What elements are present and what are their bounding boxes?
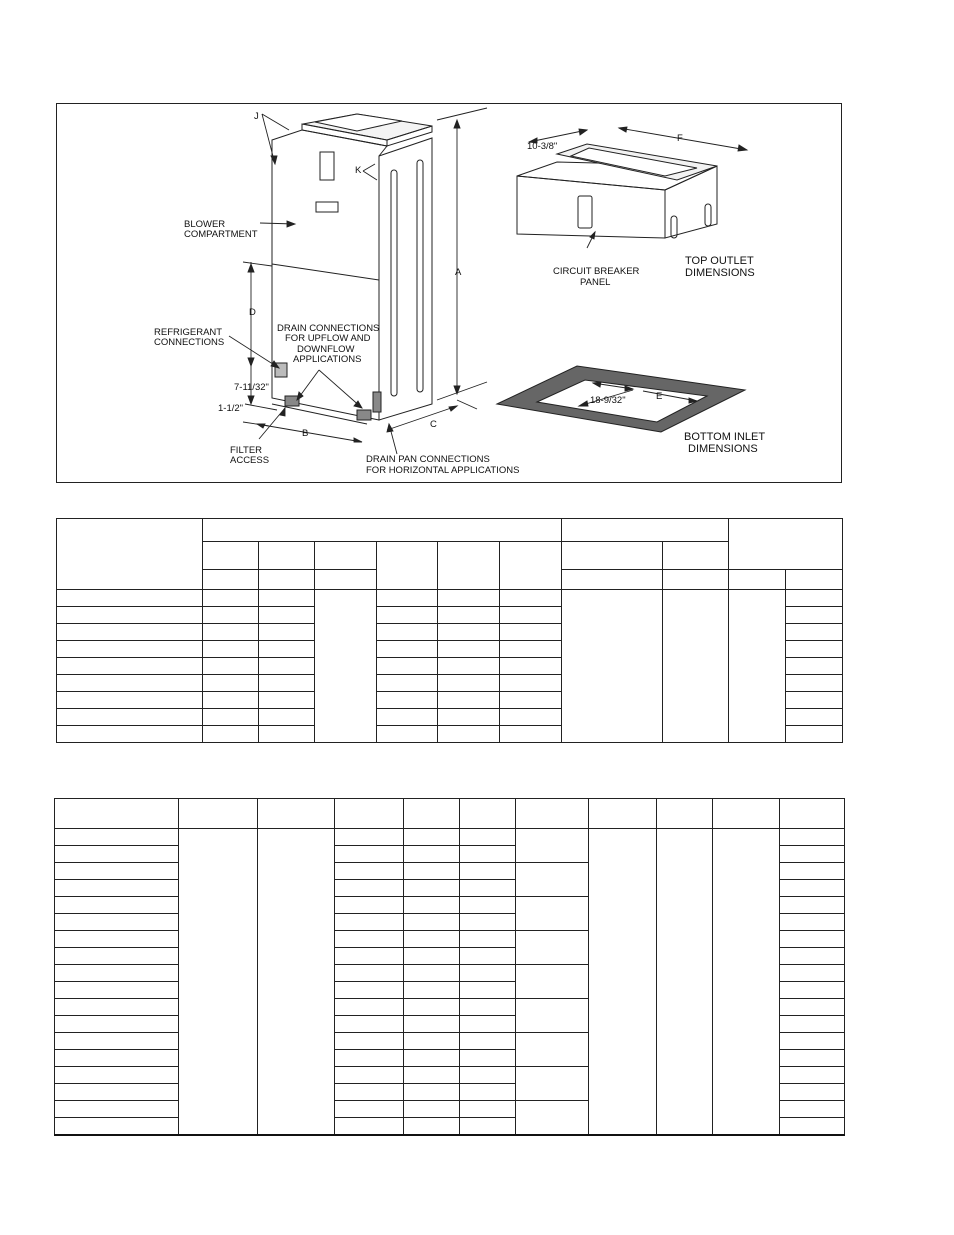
table-cell bbox=[404, 1101, 460, 1118]
table-cell bbox=[516, 1067, 589, 1101]
table-cell bbox=[377, 607, 438, 624]
table-cell bbox=[500, 607, 562, 624]
table-cell bbox=[500, 726, 562, 743]
table-cell bbox=[259, 675, 315, 692]
table-cell bbox=[780, 829, 845, 846]
table-cell bbox=[377, 542, 438, 590]
table-cell bbox=[516, 999, 589, 1033]
table-cell bbox=[780, 914, 845, 931]
table-cell bbox=[57, 692, 203, 709]
label-bottom-inlet-1: BOTTOM INLET bbox=[684, 431, 766, 443]
table-cell bbox=[404, 1084, 460, 1101]
table-cell bbox=[259, 709, 315, 726]
table-cell bbox=[786, 692, 843, 709]
table-cell bbox=[404, 948, 460, 965]
label-d: D bbox=[249, 307, 256, 318]
table-cell bbox=[786, 590, 843, 607]
table-cell bbox=[335, 1050, 404, 1067]
table-cell bbox=[657, 829, 713, 1135]
table-cell bbox=[500, 590, 562, 607]
table-cell bbox=[663, 590, 729, 743]
dimension-figure bbox=[56, 103, 842, 483]
table-cell bbox=[460, 931, 516, 948]
table-cell bbox=[377, 641, 438, 658]
table-cell bbox=[335, 846, 404, 863]
table-cell bbox=[500, 641, 562, 658]
table-cell bbox=[258, 799, 335, 829]
table-row bbox=[55, 829, 845, 846]
table-cell bbox=[562, 590, 663, 743]
table-cell bbox=[562, 542, 663, 570]
label-f: F bbox=[677, 133, 683, 144]
table-row bbox=[55, 799, 845, 829]
table-cell bbox=[315, 590, 377, 743]
table-cell bbox=[460, 965, 516, 982]
table-cell bbox=[780, 931, 845, 948]
table-cell bbox=[259, 658, 315, 675]
table-cell bbox=[589, 799, 657, 829]
table-cell bbox=[404, 863, 460, 880]
table-cell bbox=[55, 1118, 179, 1135]
table-cell bbox=[335, 914, 404, 931]
label-k: K bbox=[355, 165, 362, 176]
table-cell bbox=[460, 982, 516, 999]
table-cell bbox=[780, 863, 845, 880]
table-cell bbox=[500, 542, 562, 590]
table-cell bbox=[460, 948, 516, 965]
table-cell bbox=[460, 1084, 516, 1101]
table-cell bbox=[404, 1016, 460, 1033]
table-cell bbox=[516, 897, 589, 931]
table-cell bbox=[335, 1101, 404, 1118]
table-cell bbox=[438, 542, 500, 590]
table-cell bbox=[780, 1118, 845, 1135]
table-cell bbox=[786, 726, 843, 743]
table-cell bbox=[404, 829, 460, 846]
table-cell bbox=[786, 709, 843, 726]
table-cell bbox=[55, 1050, 179, 1067]
table-cell bbox=[500, 658, 562, 675]
table-cell bbox=[377, 709, 438, 726]
dimensions-table bbox=[56, 518, 843, 743]
table-cell bbox=[55, 1101, 179, 1118]
label-drain-2: FOR UPFLOW AND bbox=[285, 333, 371, 344]
table-cell bbox=[460, 799, 516, 829]
table-cell bbox=[729, 519, 843, 570]
table-cell bbox=[335, 880, 404, 897]
table-cell bbox=[55, 965, 179, 982]
table-cell bbox=[404, 914, 460, 931]
table-cell bbox=[335, 1084, 404, 1101]
table-cell bbox=[203, 641, 259, 658]
table-cell bbox=[55, 931, 179, 948]
table-cell bbox=[460, 914, 516, 931]
table-cell bbox=[500, 675, 562, 692]
table-cell bbox=[335, 1067, 404, 1084]
table-cell bbox=[55, 1033, 179, 1050]
specifications-table bbox=[54, 798, 845, 1136]
table-cell bbox=[460, 846, 516, 863]
table-cell bbox=[404, 1033, 460, 1050]
table-cell bbox=[438, 658, 500, 675]
label-a: A bbox=[455, 267, 462, 278]
table-cell bbox=[335, 863, 404, 880]
table-cell bbox=[460, 1101, 516, 1118]
table-cell bbox=[335, 1033, 404, 1050]
table-cell bbox=[57, 519, 203, 590]
table-cell bbox=[259, 641, 315, 658]
table-cell bbox=[780, 982, 845, 999]
cabinet-dimension-lines bbox=[229, 108, 487, 454]
table-cell bbox=[335, 829, 404, 846]
table-cell bbox=[55, 999, 179, 1016]
label-1-1-2: 1-1/2" bbox=[218, 403, 244, 414]
table-cell bbox=[377, 590, 438, 607]
label-bottom-inlet-2: DIMENSIONS bbox=[688, 443, 758, 455]
table-cell bbox=[780, 965, 845, 982]
label-refrigerant-1: REFRIGERANT bbox=[154, 327, 223, 338]
top-outlet-drawing bbox=[517, 144, 717, 238]
table-cell bbox=[780, 1084, 845, 1101]
table-cell bbox=[377, 624, 438, 641]
table-cell bbox=[780, 897, 845, 914]
label-filter-2: ACCESS bbox=[230, 455, 270, 466]
table-cell bbox=[203, 519, 562, 542]
table-cell bbox=[438, 709, 500, 726]
table-cell bbox=[780, 1067, 845, 1084]
table-cell bbox=[335, 799, 404, 829]
table-cell bbox=[55, 982, 179, 999]
table-cell bbox=[438, 641, 500, 658]
table-cell bbox=[377, 692, 438, 709]
table-cell bbox=[780, 880, 845, 897]
table-cell bbox=[404, 1067, 460, 1084]
table-cell bbox=[55, 829, 179, 846]
label-breaker-2: PANEL bbox=[580, 277, 611, 288]
air-handler-cabinet bbox=[272, 114, 432, 424]
label-j: J bbox=[254, 111, 259, 122]
table-cell bbox=[55, 863, 179, 880]
table-cell bbox=[259, 692, 315, 709]
table-cell bbox=[516, 1033, 589, 1067]
table-cell bbox=[335, 982, 404, 999]
table-cell bbox=[404, 1118, 460, 1135]
table-cell bbox=[57, 590, 203, 607]
table-cell bbox=[335, 948, 404, 965]
table-cell bbox=[57, 675, 203, 692]
table-cell bbox=[55, 799, 179, 829]
table-row bbox=[57, 590, 843, 607]
table-cell bbox=[516, 965, 589, 999]
table-cell bbox=[786, 658, 843, 675]
table-cell bbox=[460, 1016, 516, 1033]
table-cell bbox=[377, 675, 438, 692]
table-cell bbox=[55, 846, 179, 863]
dimension-drawing bbox=[57, 104, 843, 484]
table-cell bbox=[500, 692, 562, 709]
table-cell bbox=[203, 726, 259, 743]
table-cell bbox=[786, 675, 843, 692]
table-cell bbox=[335, 965, 404, 982]
label-refrigerant-2: CONNECTIONS bbox=[154, 337, 225, 348]
table-cell bbox=[203, 590, 259, 607]
table-cell bbox=[460, 1050, 516, 1067]
label-drain-4: APPLICATIONS bbox=[293, 354, 362, 365]
table-cell bbox=[203, 658, 259, 675]
table-cell bbox=[404, 965, 460, 982]
table-cell bbox=[57, 607, 203, 624]
label-blower-1: BLOWER bbox=[184, 219, 226, 230]
table-cell bbox=[500, 624, 562, 641]
table-cell bbox=[404, 982, 460, 999]
table-cell bbox=[516, 931, 589, 965]
table-cell bbox=[259, 590, 315, 607]
table-cell bbox=[377, 658, 438, 675]
table-cell bbox=[786, 570, 843, 590]
table-cell bbox=[516, 799, 589, 829]
table-cell bbox=[55, 1067, 179, 1084]
label-drain-3: DOWNFLOW bbox=[297, 344, 355, 355]
table-cell bbox=[460, 999, 516, 1016]
table-cell bbox=[657, 799, 713, 829]
table-cell bbox=[786, 641, 843, 658]
label-filter-1: FILTER bbox=[230, 445, 263, 456]
label-18-9-32: 18-9/32" bbox=[590, 395, 626, 406]
table-row bbox=[57, 519, 843, 542]
table-cell bbox=[55, 914, 179, 931]
table-cell bbox=[315, 570, 377, 590]
table-cell bbox=[786, 624, 843, 641]
table-cell bbox=[404, 799, 460, 829]
table-cell bbox=[258, 829, 335, 1135]
table-cell bbox=[203, 692, 259, 709]
table-cell bbox=[404, 999, 460, 1016]
table-cell bbox=[780, 1033, 845, 1050]
label-top-outlet-1: TOP OUTLET bbox=[685, 255, 754, 267]
table-cell bbox=[460, 1067, 516, 1084]
table-cell bbox=[460, 863, 516, 880]
table-cell bbox=[57, 641, 203, 658]
table-cell bbox=[780, 846, 845, 863]
table-cell bbox=[259, 607, 315, 624]
label-7-11-32: 7-11/32" bbox=[234, 382, 269, 393]
label-drain-1: DRAIN CONNECTIONS bbox=[277, 323, 380, 334]
table-cell bbox=[460, 880, 516, 897]
table-cell bbox=[335, 1016, 404, 1033]
table-cell bbox=[203, 542, 259, 570]
table-cell bbox=[55, 1016, 179, 1033]
table-cell bbox=[780, 1016, 845, 1033]
table-cell bbox=[713, 799, 780, 829]
table-cell bbox=[404, 880, 460, 897]
label-c: C bbox=[430, 419, 437, 430]
table-cell bbox=[203, 570, 259, 590]
table-cell bbox=[780, 999, 845, 1016]
table-cell bbox=[438, 726, 500, 743]
table-cell bbox=[438, 590, 500, 607]
table-cell bbox=[460, 1033, 516, 1050]
table-cell bbox=[203, 607, 259, 624]
table-cell bbox=[203, 675, 259, 692]
table-cell bbox=[57, 658, 203, 675]
table-cell bbox=[259, 726, 315, 743]
label-blower-2: COMPARTMENT bbox=[184, 229, 258, 240]
table-cell bbox=[786, 607, 843, 624]
table-cell bbox=[259, 542, 315, 570]
table-cell bbox=[780, 948, 845, 965]
table-cell bbox=[729, 570, 786, 590]
table-cell bbox=[438, 692, 500, 709]
table-cell bbox=[57, 726, 203, 743]
table-cell bbox=[259, 570, 315, 590]
table-cell bbox=[516, 829, 589, 863]
table-cell bbox=[55, 948, 179, 965]
table-cell bbox=[315, 542, 377, 570]
table-cell bbox=[516, 863, 589, 897]
table-cell bbox=[335, 931, 404, 948]
table-cell bbox=[460, 829, 516, 846]
table-cell bbox=[780, 1050, 845, 1067]
table-cell bbox=[57, 709, 203, 726]
table-cell bbox=[404, 846, 460, 863]
table-cell bbox=[589, 829, 657, 1135]
label-breaker-1: CIRCUIT BREAKER bbox=[553, 266, 640, 277]
table-cell bbox=[780, 799, 845, 829]
table-cell bbox=[335, 999, 404, 1016]
table-cell bbox=[500, 709, 562, 726]
table-cell bbox=[377, 726, 438, 743]
table-cell bbox=[55, 897, 179, 914]
label-b: B bbox=[302, 428, 309, 439]
table-cell bbox=[203, 709, 259, 726]
table-cell bbox=[729, 590, 786, 743]
table-cell bbox=[259, 624, 315, 641]
table-cell bbox=[57, 624, 203, 641]
label-drainpan-1: DRAIN PAN CONNECTIONS bbox=[366, 454, 490, 465]
table-cell bbox=[203, 624, 259, 641]
table-cell bbox=[460, 1118, 516, 1135]
table-cell bbox=[55, 880, 179, 897]
table-cell bbox=[179, 829, 258, 1135]
table-cell bbox=[438, 624, 500, 641]
table-cell bbox=[438, 675, 500, 692]
table-cell bbox=[663, 542, 729, 570]
label-top-outlet-2: DIMENSIONS bbox=[685, 267, 755, 279]
table-cell bbox=[335, 1118, 404, 1135]
label-10-3-8: 10-3/8" bbox=[527, 141, 558, 152]
table-cell bbox=[516, 1101, 589, 1135]
table-cell bbox=[562, 519, 729, 542]
table-cell bbox=[404, 897, 460, 914]
table-cell bbox=[460, 897, 516, 914]
table-cell bbox=[562, 570, 663, 590]
table-cell bbox=[179, 799, 258, 829]
table-cell bbox=[438, 607, 500, 624]
table-cell bbox=[404, 931, 460, 948]
table-cell bbox=[55, 1084, 179, 1101]
table-cell bbox=[713, 829, 780, 1135]
table-cell bbox=[404, 1050, 460, 1067]
table-cell bbox=[335, 897, 404, 914]
label-drainpan-2: FOR HORIZONTAL APPLICATIONS bbox=[366, 465, 520, 476]
table-cell bbox=[663, 570, 729, 590]
label-e: E bbox=[656, 391, 663, 402]
table-cell bbox=[780, 1101, 845, 1118]
